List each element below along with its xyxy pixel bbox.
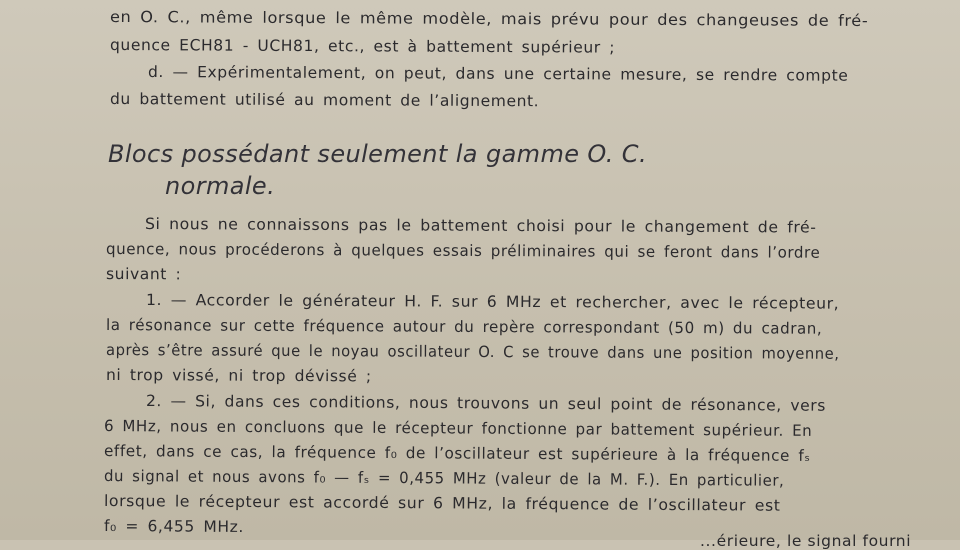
step-2-line: f₀ = 6,455 MHz.	[103, 517, 244, 536]
item-d-line: d. — Expérimentalement, on peut, dans une certaine mesure, se rendre compte	[147, 63, 849, 85]
step-1-line: ni trop vissé, ni trop dévissé ;	[105, 366, 372, 386]
intro-line: quence, nous procéderons à quelques essais préliminaires qui se feront dans l’ordre	[105, 240, 821, 262]
section-heading: Blocs possédant seulement la gamme O. C.	[108, 140, 647, 168]
step-2-line: du signal et nous avons f₀ — fₛ = 0,455 MHz (valeur de la M. F.). En particulier,	[103, 467, 785, 490]
step-1-line: 1. — Accorder le générateur H. F. sur 6 MHz et rechercher, avec le récepteur,	[145, 291, 840, 313]
step-2-line: 2. — Si, dans ces conditions, nous trouvons un seul point de résonance, vers	[145, 392, 826, 415]
section-heading-continued: normale.	[165, 172, 276, 200]
paragraph-line: en O. C., même lorsque le même modèle, mais prévu pour des changeuses de fré-	[109, 8, 869, 30]
paragraph-line: quence ECH81 - UCH81, etc., est à battement supérieur ;	[109, 36, 616, 57]
intro-line: suivant :	[105, 265, 182, 284]
step-2-line: effet, dans ce cas, la fréquence f₀ de l’oscillateur est supérieure à la fréquence fₛ	[103, 442, 811, 465]
intro-line: Si nous ne connaissons pas le battement choisi pour le changement de fré-	[144, 215, 817, 237]
step-1-line: après s’être assuré que le noyau oscillateur O. C se trouve dans une position moyenne,	[105, 341, 840, 363]
step-2-line: 6 MHz, nous en concluons que le récepteur fonctionne par battement supérieur. En	[103, 417, 813, 440]
cutoff-line: ...érieure, le signal fourni	[700, 532, 912, 550]
item-d-line: du battement utilisé au moment de l’alignement.	[109, 90, 540, 111]
step-2-line: lorsque le récepteur est accordé sur 6 MHz, la fréquence de l’oscillateur est	[103, 492, 781, 515]
step-1-line: la résonance sur cette fréquence autour du repère correspondant (50 m) du cadran,	[105, 316, 823, 338]
